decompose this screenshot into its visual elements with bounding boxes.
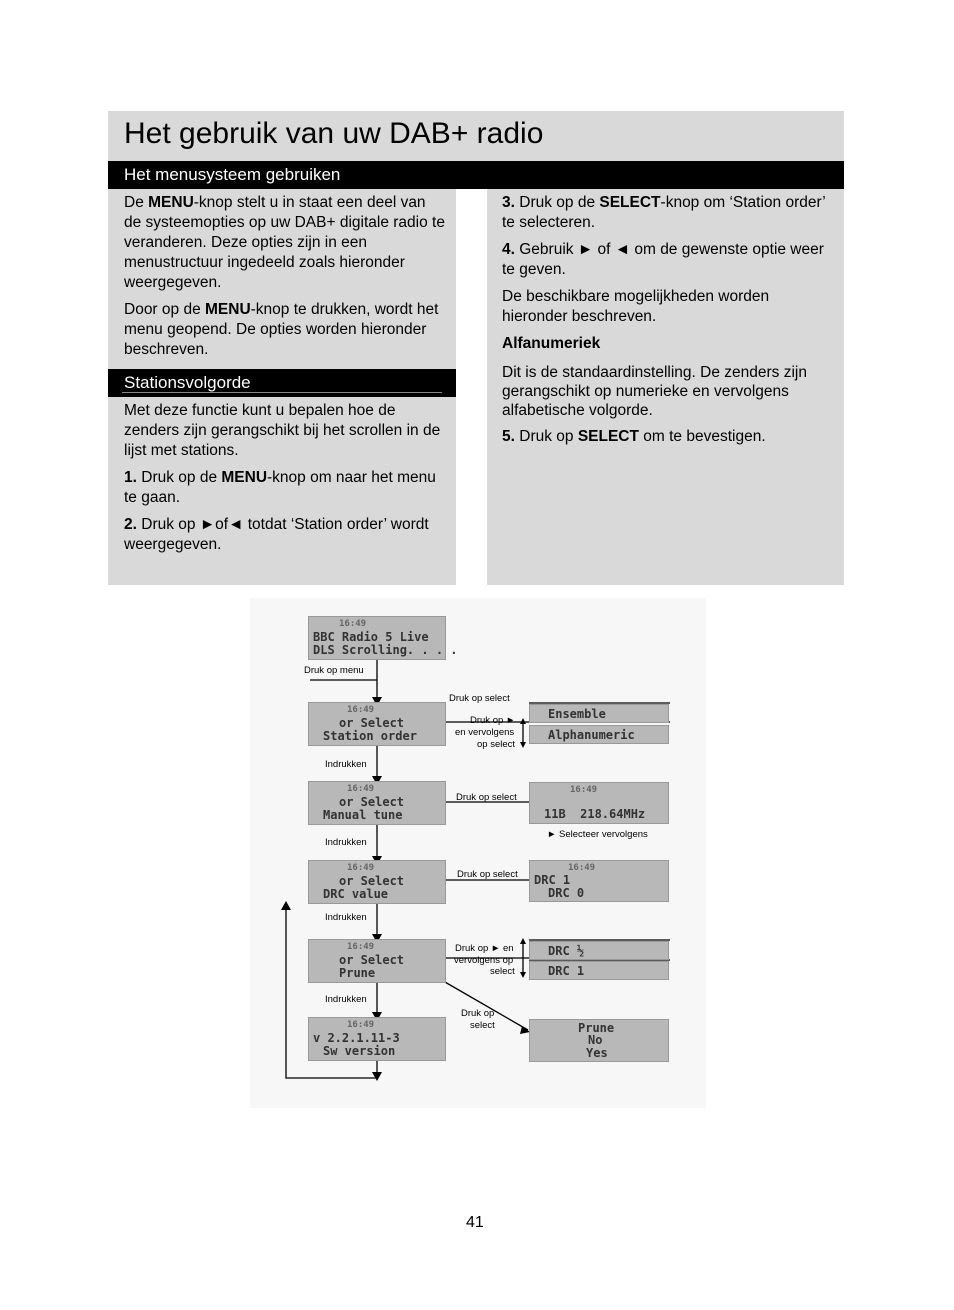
label-druk-op-next-1c: op select: [477, 739, 516, 750]
page-number: 41: [466, 1214, 484, 1231]
menu-flow-diagram: [250, 598, 706, 1108]
step-3: 3. Druk op de SELECT-knop om ‘Station order’ te selecteren.: [502, 194, 826, 231]
lcd-drc-value: 16:49 or Select DRC value: [308, 860, 446, 904]
alphanumeric-description: Dit is de standaardinstelling. De zenders zijn gerangschikt op numerieke en vervolgens alfabetische volgorde.: [502, 364, 807, 419]
step-5: 5. Druk op SELECT om te bevestigen.: [502, 428, 766, 445]
label-druk-op-next-2a: Druk op ► en: [455, 943, 514, 954]
lcd-prune: 16:49 or Select Prune: [308, 939, 446, 983]
station-order-description: Met deze functie kunt u bepalen hoe de zenders zijn gerangschikt bij het scrollen in de lijst met stations.: [124, 402, 441, 459]
label-indrukken-1: Indrukken: [325, 759, 367, 770]
lcd-drc-one: DRC 1: [529, 961, 669, 980]
right-steps: [502, 193, 832, 454]
alphanumeric-heading: Alfanumeriek: [502, 335, 601, 352]
section-title: Het menusysteem gebruiken: [124, 165, 341, 184]
step-2: 2. Druk op ►of◄ totdat ‘Station order’ wordt weergegeven.: [124, 516, 429, 553]
options-intro: De beschikbare mogelijkheden worden hieronder beschreven.: [502, 288, 770, 325]
step-4: 4. Gebruik ► of ◄ om de gewenste optie weer te geven.: [502, 241, 824, 278]
left-intro: [124, 193, 446, 367]
label-druk-op-select-4a: Druk op: [461, 1008, 495, 1019]
label-selecteer-vervolgens: ► Selecteer vervolgens: [547, 829, 648, 840]
lcd-sw-version: 16:49 v 2.2.1.11-3 Sw version: [308, 1017, 446, 1061]
label-indrukken-4: Indrukken: [325, 994, 367, 1005]
subsection-bar: [108, 369, 456, 397]
intro-paragraph-2: Door op de MENU-knop te drukken, wordt het menu geopend. De opties worden hieronder beschreven.: [124, 301, 439, 358]
lcd-now-playing: 16:49 BBC Radio 5 Live DLS Scrolling. . . .: [308, 616, 446, 660]
label-druk-op-next-2c: select: [490, 966, 515, 977]
lcd-drc-half: DRC ½: [529, 941, 669, 960]
label-druk-op-next-1a: Druk op ►: [470, 715, 516, 726]
label-druk-op-select-2: Druk op select: [456, 792, 517, 803]
label-druk-op-next-2b: vervolgens op: [454, 955, 514, 966]
lcd-manual-tune: 16:49 or Select Manual tune: [308, 781, 446, 825]
title-band: [108, 111, 844, 161]
label-indrukken-3: Indrukken: [325, 912, 367, 923]
section-bar: [108, 161, 844, 189]
label-druk-op-select-1: Druk op select: [449, 693, 510, 704]
label-druk-op-select-3: Druk op select: [457, 869, 518, 880]
lcd-prune-confirm: Prune No Yes: [529, 1019, 669, 1062]
subsection-title: Stationsvolgorde: [124, 373, 251, 392]
lcd-alphanumeric: Alphanumeric: [529, 725, 669, 744]
label-druk-op-select-4b: select: [470, 1020, 495, 1031]
lcd-station-order: 16:49 or Select Station order: [308, 702, 446, 746]
step-1: 1. Druk op de MENU-knop om naar het menu te gaan.: [124, 469, 436, 506]
intro-paragraph-1: De MENU-knop stelt u in staat een deel van de systeemopties op uw DAB+ digitale radio te veranderen. Deze opties zijn in een menustructuur ingedeeld zoals hieronder weergegeven.: [124, 194, 445, 291]
lcd-ensemble: Ensemble: [529, 704, 669, 723]
label-druk-op-menu: Druk op menu: [304, 665, 364, 676]
lcd-frequency: 16:49 11B 218.64MHz: [529, 782, 669, 824]
label-indrukken-2: Indrukken: [325, 837, 367, 848]
label-druk-op-next-1b: en vervolgens: [455, 727, 515, 738]
lcd-drc-options: 16:49 DRC 1 DRC 0: [529, 860, 669, 902]
left-steps: [124, 401, 446, 562]
page-title: Het gebruik van uw DAB+ radio: [124, 117, 544, 150]
